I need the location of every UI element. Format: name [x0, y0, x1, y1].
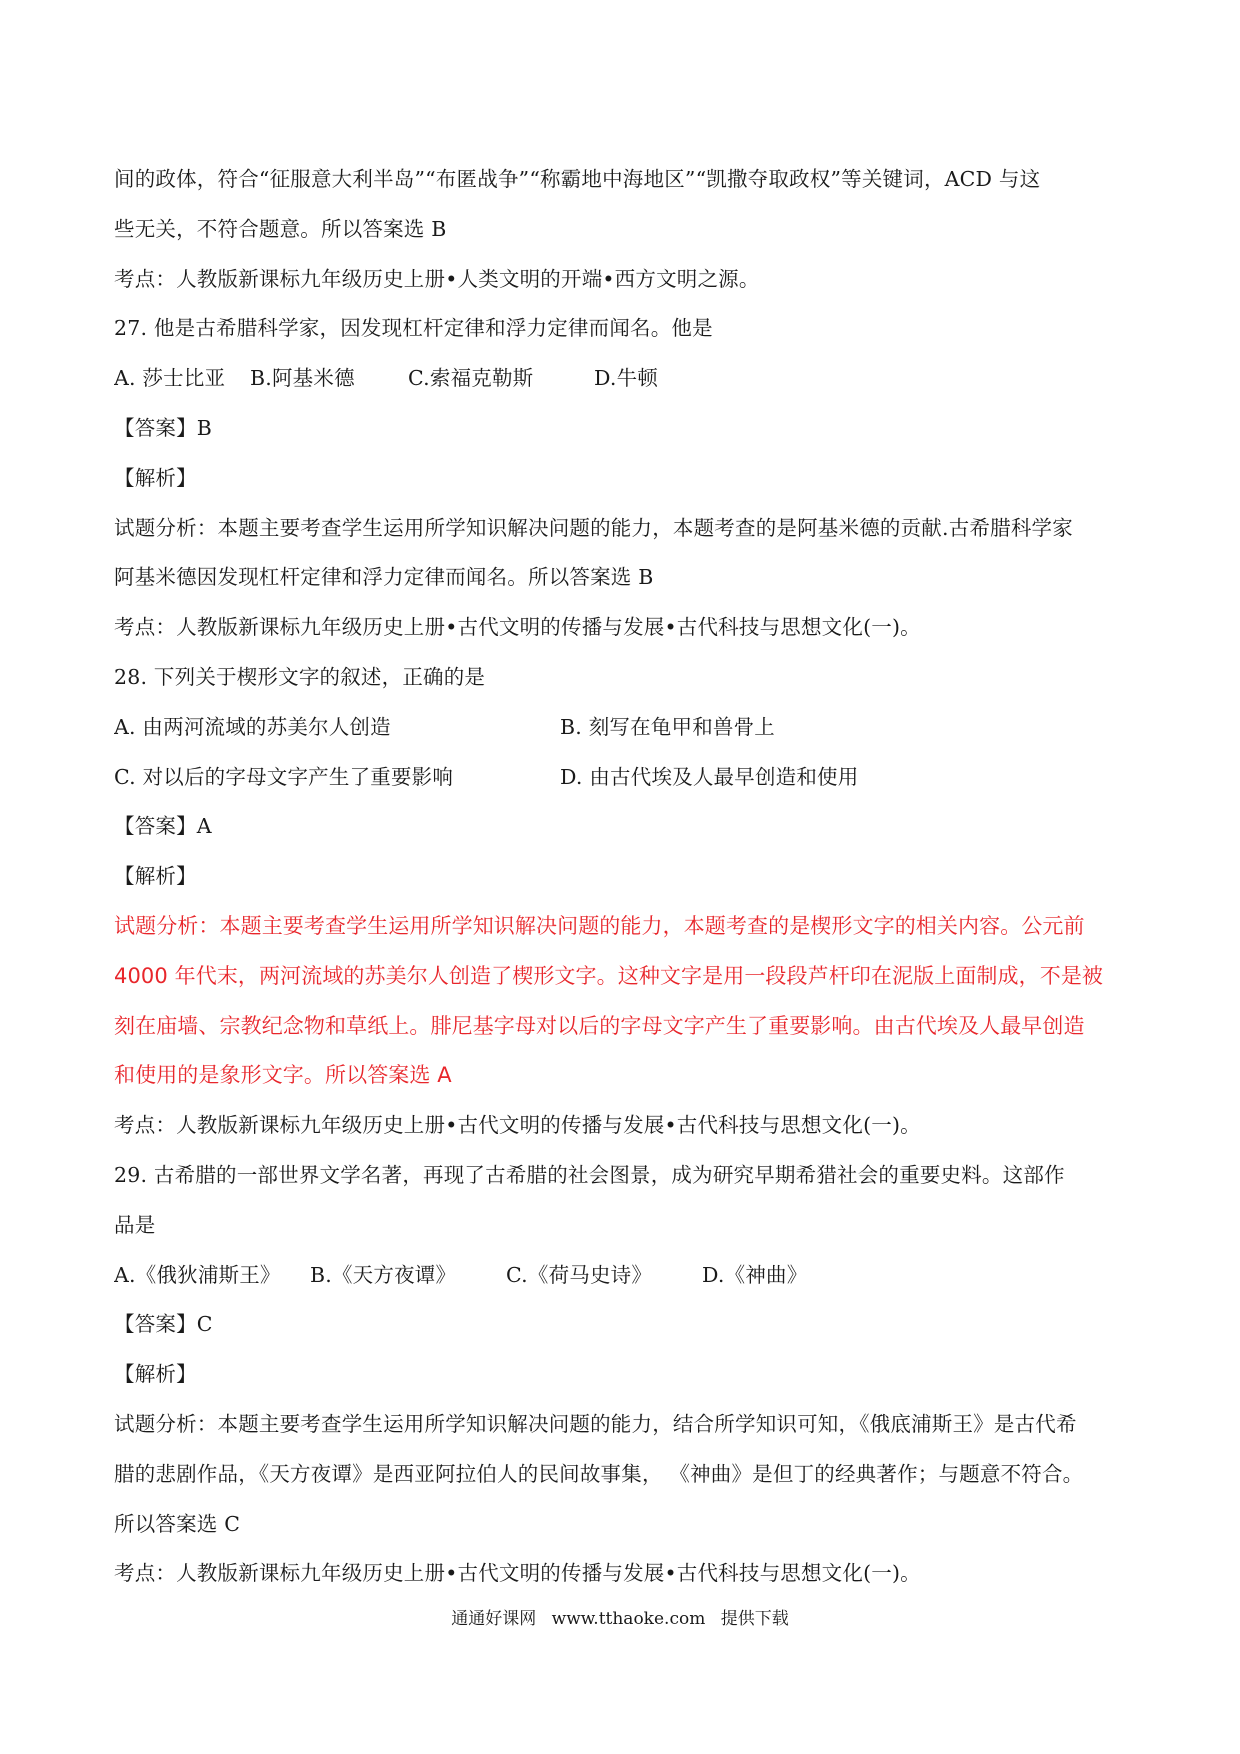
- q29-analysis-label: 【解析】: [114, 1362, 197, 1387]
- q28-option-c: C. 对以后的字母文字产生了重要影响: [114, 764, 454, 789]
- q27-kaodian: 考点：人教版新课标九年级历史上册•古代文明的传播与发展•古代科技与思想文化(一)。: [114, 615, 921, 640]
- q28-question: 28. 下列关于楔形文字的叙述，正确的是: [114, 664, 486, 689]
- footer-site-name: 通通好课网: [451, 1609, 537, 1629]
- q28-analysis-line-4: 和使用的是象形文字。所以答案选 A: [114, 1063, 452, 1088]
- q29-analysis-line-1: 试题分析：本题主要考查学生运用所学知识解决问题的能力，结合所学知识可知，《俄底浦斯王》是古代希: [114, 1411, 1077, 1436]
- q28-analysis-line-2: 4000 年代末，两河流域的苏美尔人创造了楔形文字。这种文字是用一段段芦杆印在泥版上面制成，不是被: [114, 963, 1104, 988]
- q27-analysis-line-2: 阿基米德因发现杠杆定律和浮力定律而闻名。所以答案选 B: [114, 565, 654, 590]
- q27-question: 27. 他是古希腊科学家，因发现杠杆定律和浮力定律而闻名。他是: [114, 316, 713, 341]
- q27-option-d: D.牛顿: [594, 366, 659, 391]
- q29-question-line-1: 29. 古希腊的一部世界文学名著，再现了古希腊的社会图景，成为研究早期希猎社会的重要史料。这部作: [114, 1162, 1065, 1187]
- q28-option-a: A. 由两河流域的苏美尔人创造: [114, 714, 391, 739]
- q28-answer: 【答案】A: [114, 814, 212, 839]
- q29-kaodian: 考点：人教版新课标九年级历史上册•古代文明的传播与发展•古代科技与思想文化(一)。: [114, 1561, 921, 1586]
- q26-kaodian: 考点：人教版新课标九年级历史上册•人类文明的开端•西方文明之源。: [114, 266, 760, 291]
- q27-options: [114, 354, 1134, 404]
- q29-question-line-2: 品是: [114, 1212, 156, 1237]
- q28-option-d: D. 由古代埃及人最早创造和使用: [560, 764, 859, 789]
- q28-analysis-line-3: 刻在庙墙、宗教纪念物和草纸上。腓尼基字母对以后的字母文字产生了重要影响。由古代埃及人最早创造: [114, 1013, 1085, 1038]
- q29-option-c: C.《荷马史诗》: [506, 1262, 653, 1287]
- q27-option-b: B.阿基米德: [250, 366, 355, 391]
- q28-analysis-line-1: 试题分析：本题主要考查学生运用所学知识解决问题的能力，本题考查的是楔形文字的相关内容。公元前: [114, 913, 1085, 938]
- continued-analysis-line-2: 些无关，不符合题意。所以答案选 B: [114, 216, 447, 241]
- q28-option-b: B. 刻写在龟甲和兽骨上: [560, 714, 775, 739]
- q27-analysis-line-1: 试题分析：本题主要考查学生运用所学知识解决问题的能力，本题考查的是阿基米德的贡献.古希腊科学家: [114, 515, 1073, 540]
- q29-answer: 【答案】C: [114, 1312, 213, 1337]
- q27-option-c: C.索福克勒斯: [408, 366, 534, 391]
- q28-options-row-2: [114, 753, 1134, 803]
- q29-analysis-line-3: 所以答案选 C: [114, 1511, 241, 1536]
- q27-analysis-label: 【解析】: [114, 465, 197, 490]
- q27-answer: 【答案】B: [114, 415, 213, 440]
- q28-analysis-label: 【解析】: [114, 864, 197, 889]
- q28-kaodian: 考点：人教版新课标九年级历史上册•古代文明的传播与发展•古代科技与思想文化(一)。: [114, 1113, 921, 1138]
- q28-options-row-1: [114, 703, 1134, 753]
- q27-option-a: A. 莎士比亚: [114, 366, 226, 391]
- continued-analysis-line-1: 间的政体，符合“征服意大利半岛”“布匿战争”“称霸地中海地区”“凯撒夺取政权”等关键词，ACD 与这: [114, 167, 1041, 191]
- q29-analysis-line-2: 腊的悲剧作品，《天方夜谭》是西亚阿拉伯人的民间故事集， 《神曲》是但丁的经典著作；与题意不符合。: [114, 1461, 1084, 1486]
- footer-suffix: 提供下载: [720, 1609, 789, 1629]
- footer-url-link[interactable]: www.tthaoke.com: [551, 1609, 706, 1629]
- q29-options: [114, 1251, 1134, 1301]
- q29-option-b: B.《天方夜谭》: [310, 1262, 457, 1287]
- page-footer: [0, 1604, 1240, 1629]
- document-body: [114, 155, 1134, 1599]
- q29-option-a: A.《俄狄浦斯王》: [114, 1262, 281, 1287]
- q29-option-d: D.《神曲》: [702, 1262, 808, 1287]
